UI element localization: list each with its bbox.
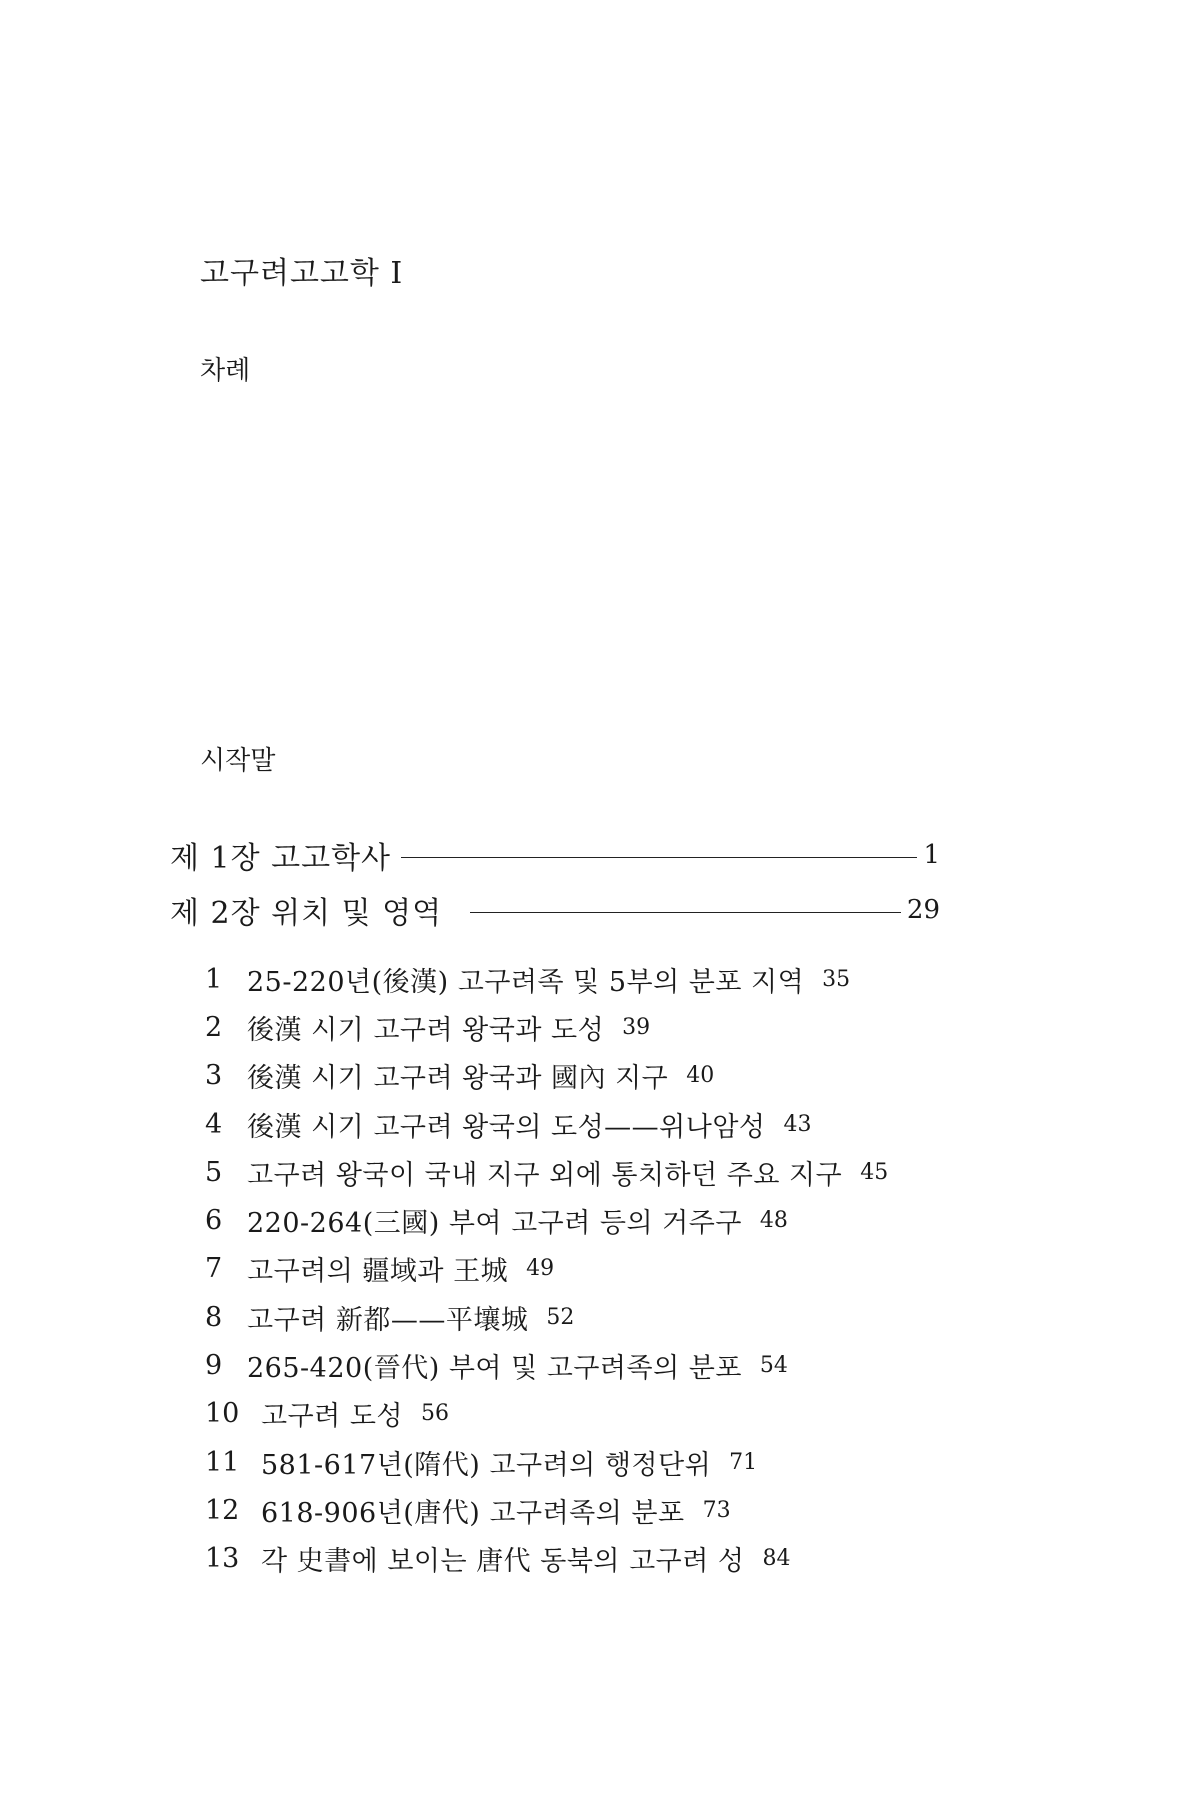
map-number: 7: [205, 1253, 223, 1285]
map-title: 後漢 시기 고구려 왕국의 도성——위나암성: [247, 1111, 766, 1143]
map-number: 11: [205, 1446, 240, 1478]
map-number: 13: [205, 1543, 240, 1575]
map-title: 각 史書에 보이는 唐代 동북의 고구려 성: [261, 1546, 745, 1578]
map-list-item: [205, 1196, 965, 1244]
map-list-item: [205, 1438, 965, 1486]
chapter-label: 제 1장 고고학사: [170, 841, 392, 876]
chapter-label: 제 2장 위치 및 영역: [170, 896, 443, 931]
map-list-item: [205, 1003, 965, 1051]
toc-chapter-2: [170, 890, 940, 930]
map-list-item: [205, 1293, 965, 1341]
map-title: 後漢 시기 고구려 왕국과 國內 지구: [247, 1063, 669, 1095]
map-page-number: 48: [759, 1208, 788, 1234]
chapter-page-number: 29: [906, 895, 940, 925]
map-list-item: [205, 1486, 965, 1534]
toc-entry-intro: 시작말: [200, 746, 276, 776]
map-page-number: 43: [783, 1111, 812, 1137]
map-list-item: [205, 1148, 965, 1196]
chapter-page-number: 1: [923, 840, 940, 870]
map-title: 265-420(晉代) 부여 및 고구려족의 분포: [247, 1353, 742, 1385]
map-page-number: 54: [759, 1353, 788, 1379]
map-page-number: 49: [526, 1256, 555, 1282]
map-number: 3: [205, 1060, 223, 1092]
map-title: 25-220년(後漢) 고구려족 및 5부의 분포 지역: [247, 966, 805, 998]
map-list-item: [205, 1245, 965, 1293]
map-page-number: 71: [729, 1449, 758, 1475]
book-title: 고구려고고학 I: [200, 256, 404, 291]
toc-chapter-1: [170, 835, 940, 875]
map-page-number: 56: [421, 1401, 449, 1427]
map-number: 6: [205, 1205, 223, 1237]
map-page-number: 45: [860, 1159, 889, 1185]
map-page-number: 39: [622, 1014, 651, 1040]
dot-leader: [470, 912, 901, 913]
map-list-item: [205, 955, 965, 1003]
map-title: 618-906년(唐代) 고구려족의 분포: [261, 1497, 685, 1529]
map-number: 8: [205, 1301, 223, 1333]
map-number: 1: [205, 963, 223, 995]
map-number: 12: [205, 1494, 240, 1526]
map-page-number: 84: [762, 1546, 791, 1572]
map-page-number: 52: [546, 1304, 575, 1330]
map-title: 後漢 시기 고구려 왕국과 도성: [247, 1014, 605, 1046]
map-title: 고구려 新都——平壤城: [247, 1304, 529, 1336]
map-number: 4: [205, 1108, 223, 1140]
map-list-item: [205, 1052, 965, 1100]
map-title: 고구려 도성: [261, 1401, 403, 1433]
map-list-item: [205, 1390, 965, 1438]
map-title: 고구려 왕국이 국내 지구 외에 통치하던 주요 지구: [247, 1159, 843, 1191]
map-list: [205, 955, 965, 1583]
map-page-number: 73: [702, 1497, 731, 1523]
map-page-number: 40: [686, 1063, 715, 1089]
map-list-item: [205, 1100, 965, 1148]
dot-leader: [401, 857, 917, 858]
map-list-item: [205, 1535, 965, 1583]
map-title: 고구려의 疆域과 王城: [247, 1256, 509, 1288]
map-number: 5: [205, 1156, 223, 1188]
toc-heading: 차례: [200, 356, 251, 386]
map-number: 10: [205, 1398, 240, 1430]
map-page-number: 35: [822, 966, 851, 992]
map-title: 581-617년(隋代) 고구려의 행정단위: [261, 1449, 712, 1481]
map-number: 2: [205, 1011, 223, 1043]
map-number: 9: [205, 1350, 223, 1382]
map-list-item: [205, 1341, 965, 1389]
map-title: 220-264(三國) 부여 고구려 등의 거주구: [247, 1208, 742, 1240]
